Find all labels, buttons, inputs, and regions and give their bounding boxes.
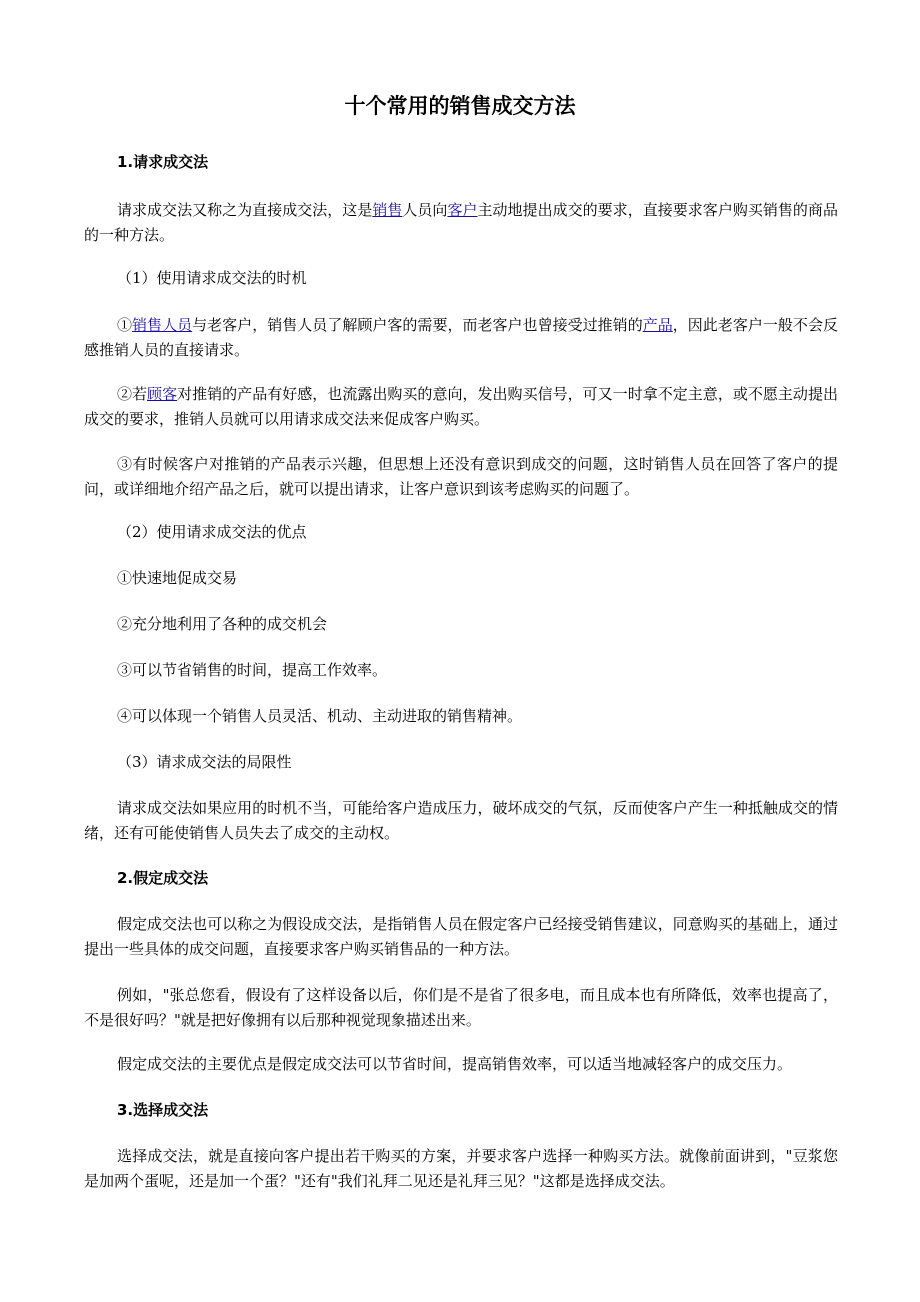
advantage-item: ④可以体现一个销售人员灵活、机动、主动进取的销售精神。 [117, 707, 523, 725]
paragraph-timing-3: ③有时候客户对推销的产品表示兴趣，但思想上还没有意识到成交的问题，这时销售人员在回答了客户的提问，或详细地介绍产品之后，就可以提出请求，让客户意识到该考虑购买的问题了。 [84, 455, 838, 498]
paragraph-assumptive-2: 例如，"张总您看，假设有了这样设备以后，你们是不是省了很多电，而且成本也有所降低，效率也提高了，不是很好吗？"就是把好像拥有以后那种视觉现象描述出来。 [84, 986, 838, 1029]
link-salesperson[interactable]: 销售人员 [132, 316, 193, 334]
paragraph-assumptive-3: 假定成交法的主要优点是假定成交法可以节省时间，提高销售效率，可以适当地减轻客户的成交压力。 [117, 1055, 793, 1073]
paragraph-assumptive-1: 假定成交法也可以称之为假设成交法，是指销售人员在假定客户已经接受销售建议，同意购买的基础上，通过提出一些具体的成交问题，直接要求客户购买销售品的一种方法。 [84, 915, 838, 958]
subheading-limitations: （3）请求成交法的局限性 [117, 753, 292, 771]
section-heading-3: 3.选择成交法 [117, 1101, 209, 1119]
paragraph-intro: 请求成交法又称之为直接成交法，这是销售人员向客户主动地提出成交的要求，直接要求客户购买销售的商品的一种方法。 [84, 201, 838, 244]
advantage-item: ②充分地利用了各种的成交机会 [117, 615, 328, 633]
page-title: 十个常用的销售成交方法 [344, 94, 576, 118]
paragraph-timing-1: ①销售人员与老客户，销售人员了解顾户客的需要，而老客户也曾接受过推销的产品，因此老客户一般不会反感推销人员的直接请求。 [84, 316, 838, 359]
link-product[interactable]: 产品 [642, 316, 673, 334]
link-sales[interactable]: 销售 [372, 201, 403, 219]
advantage-item: ③可以节省销售的时间，提高工作效率。 [117, 661, 388, 679]
paragraph-timing-2: ②若顾客对推销的产品有好感，也流露出购买的意向，发出购买信号，可又一时拿不定主意，或不愿主动提出成交的要求，推销人员就可以用请求成交法来促成客户购买。 [84, 385, 838, 428]
advantage-item: ①快速地促成交易 [117, 569, 238, 587]
link-client[interactable]: 顾客 [147, 385, 178, 403]
section-heading-1: 1.请求成交法 [117, 153, 209, 171]
section-heading-2: 2.假定成交法 [117, 869, 209, 887]
paragraph-limitations: 请求成交法如果应用的时机不当，可能给客户造成压力，破坏成交的气氛，反而使客户产生一种抵触成交的情绪，还有可能使销售人员失去了成交的主动权。 [84, 799, 838, 842]
subheading-advantages: （2）使用请求成交法的优点 [117, 523, 307, 541]
paragraph-choice-1: 选择成交法，就是直接向客户提出若干购买的方案，并要求客户选择一种购买方法。就像前面讲到，"豆浆您是加两个蛋呢，还是加一个蛋？"还有"我们礼拜二见还是礼拜三见？"这都是选择成交法。 [84, 1147, 838, 1190]
subheading-timing: （1）使用请求成交法的时机 [117, 269, 307, 287]
link-customer[interactable]: 客户 [447, 201, 478, 219]
